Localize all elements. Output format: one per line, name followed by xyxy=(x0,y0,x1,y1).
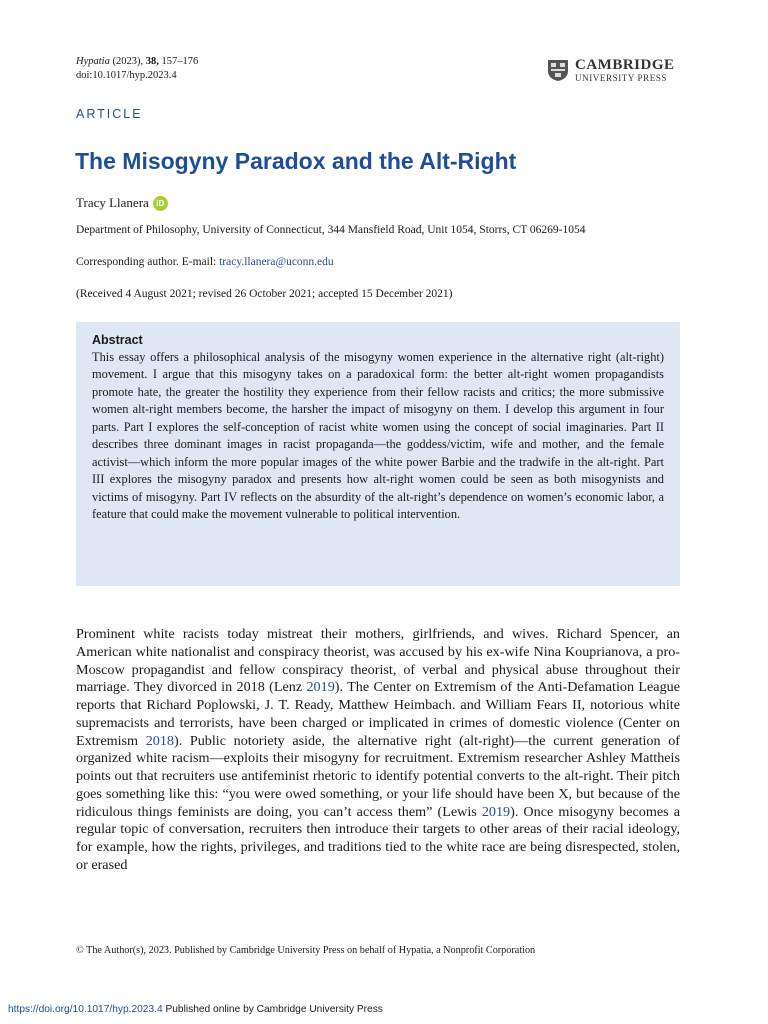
publisher-logo-sub: UNIVERSITY PRESS xyxy=(575,73,668,83)
orcid-icon[interactable]: iD xyxy=(153,196,168,211)
shield-icon xyxy=(546,58,570,82)
body-text-part: ). The Center on Extremism of the Anti-Defamation League reports that Richard Poplowski, J. T. Ready, Matthew Heimbach. and William Fears II, notorious white supremacists and terrorists, have been charged or implicated in crimes of domestic violence (Center on Extremism xyxy=(76,679,680,749)
copyright-notice: © The Author(s), 2023. Published by Cambridge University Press on behalf of Hypatia, a Nonprofit Corporation xyxy=(76,945,536,956)
journal-year: (2023), xyxy=(112,56,144,67)
abstract-box xyxy=(76,322,680,586)
doi-link[interactable]: https://doi.org/10.1017/hyp.2023.4 xyxy=(8,1004,163,1015)
corresponding-author xyxy=(76,254,334,270)
abstract-heading: Abstract xyxy=(92,333,143,347)
article-doi: doi:10.1017/hyp.2023.4 xyxy=(76,70,177,81)
body-text-part: ). Public notoriety aside, the alternative right (alt-right)—the current generation of organized white racism—exploits their misogyny for recruitment. Extremism researcher Ashley Mattheis points out that recruiters use antifeminist rhetoric to identify potential converts to the alt-right. Their pitch goes something like this: “you were owed something, or your life should have been X, but because of the ridiculous things feminists are doing, you can’t access them” (Lewis xyxy=(76,732,680,820)
citation-link[interactable]: 2019 xyxy=(481,803,511,820)
received-dates: (Received 4 August 2021; revised 26 October 2021; accepted 15 December 2021) xyxy=(76,288,453,300)
author-line xyxy=(76,194,168,212)
journal-name: Hypatia xyxy=(76,56,110,67)
bottom-doi-bar xyxy=(8,1003,383,1016)
article-type-label: ARTICLE xyxy=(76,107,143,121)
author-name[interactable]: Tracy Llanera xyxy=(76,195,149,210)
body-paragraph xyxy=(76,626,680,875)
corresponding-prefix: Corresponding author. E-mail: xyxy=(76,256,220,268)
email-link[interactable]: tracy.llanera@uconn.edu xyxy=(219,256,334,268)
journal-citation xyxy=(76,55,198,69)
citation-link[interactable]: 2018 xyxy=(145,732,174,749)
cambridge-logo xyxy=(546,57,686,85)
citation-link[interactable]: 2019 xyxy=(306,679,335,696)
published-online-text: Published online by Cambridge University Press xyxy=(162,1004,383,1015)
body-text-part: Prominent white racists today mistreat their mothers, girlfriends, and wives. Richard Spencer, an American white nationalist and conspiracy theorist, was accused by his ex-wife Nina Kouprianova, a pro-Moscow propagandist and fellow conspiracy theorist, of verbal and physical abuse throughout their marriage. They divorced in 2018 (Lenz xyxy=(76,626,680,696)
body-text-part: ). Once misogyny becomes a regular topic of conversation, recruiters then introduce their targets to other areas of their racial ideology, for example, how the rights, privileges, and traditions tied to the white race are being disrespected, stolen, or erased xyxy=(76,803,680,873)
abstract-text: This essay offers a philosophical analysis of the misogyny women experience in the alternative right (alt-right) movement. I argue that this misogyny takes on a paradoxical form: the better alt-right women propagandists promote hate, the greater the hostility they experience from their fellow racists and critics; the more submissive women alt-right members become, the harsher the impact of misogyny on them. I develop this argument in four parts. Part I explores the self-conception of racist white women using the concept of social imaginaries. Part II describes three dominant images in racist propaganda—the goddess/victim, wife and mother, and the female activist—which inform the more popular images of the white power Barbie and the tradwife in the alt-right. Part III explores the misogyny paradox and presents how alt-right women could be seen as both misogynists and victims of misogyny. Part IV reflects on the absurdity of the alt-right’s dependence on women’s economic labor, a feature that could make the movement vulnerable to political intervention. xyxy=(92,350,664,522)
article-title: The Misogyny Paradox and the Alt-Right xyxy=(75,148,517,174)
publisher-logo-name: CAMBRIDGE xyxy=(575,57,675,73)
journal-pages: 157–176 xyxy=(161,56,199,67)
author-affiliation: Department of Philosophy, University of Connecticut, 344 Mansfield Road, Unit 1054, Storrs, CT 06269-1054 xyxy=(76,224,586,236)
journal-volume: 38, xyxy=(145,56,159,67)
